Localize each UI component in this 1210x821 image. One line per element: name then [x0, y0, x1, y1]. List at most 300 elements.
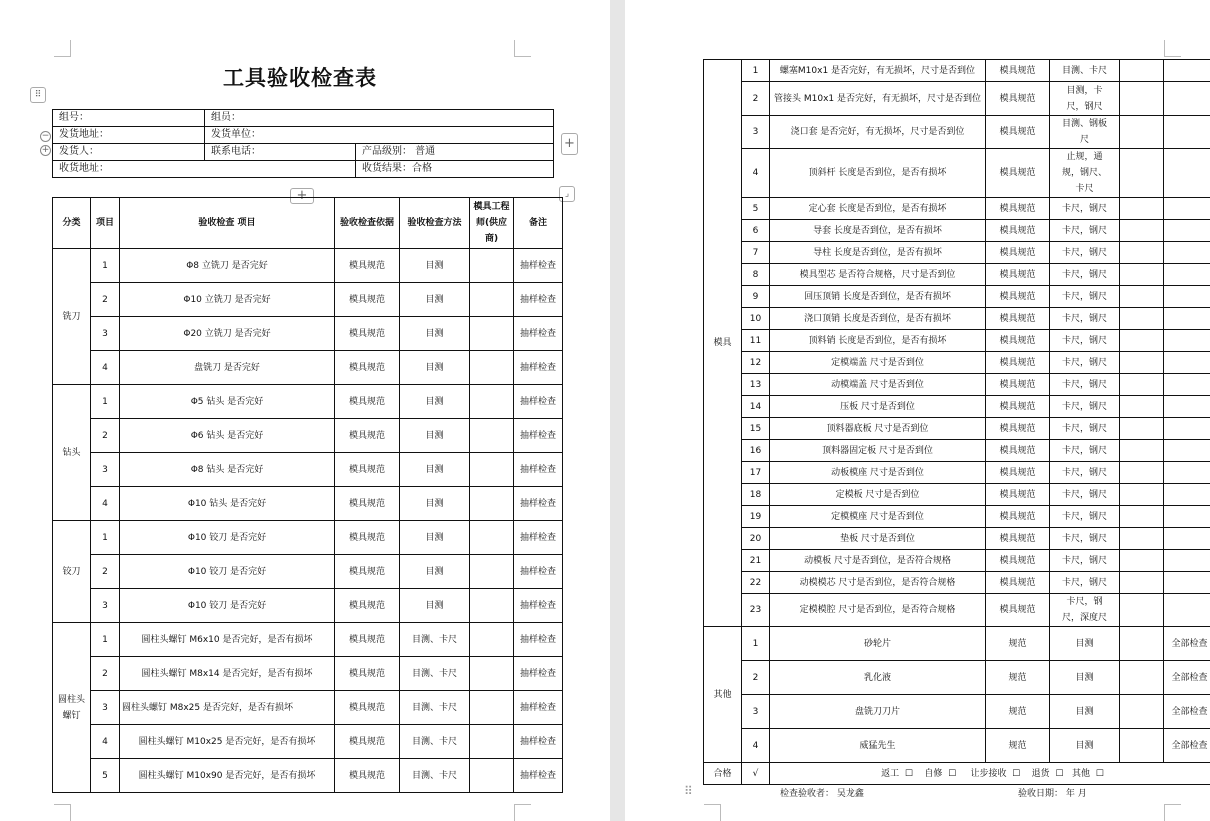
- category-cell[interactable]: 圆柱头螺钉: [53, 623, 91, 793]
- check-method[interactable]: 卡尺，钢尺: [1050, 264, 1120, 286]
- note-cell[interactable]: [1164, 60, 1210, 82]
- check-item[interactable]: 定心套 长度是否到位，是否有损坏: [770, 198, 986, 220]
- engineer-cell[interactable]: [470, 487, 514, 521]
- row-number[interactable]: 1: [742, 60, 770, 82]
- category-cell[interactable]: 模具: [704, 60, 742, 627]
- row-number[interactable]: 18: [742, 484, 770, 506]
- row-number[interactable]: 3: [91, 317, 120, 351]
- check-method[interactable]: 目测、卡尺: [400, 691, 470, 725]
- insert-row-icon[interactable]: +: [41, 145, 50, 155]
- check-method[interactable]: 卡尺，钢尺: [1050, 418, 1120, 440]
- check-basis[interactable]: 模具规范: [986, 220, 1050, 242]
- check-method[interactable]: 卡尺，钢尺: [1050, 352, 1120, 374]
- check-method[interactable]: 目测、卡尺: [400, 657, 470, 691]
- engineer-cell[interactable]: [1120, 484, 1164, 506]
- row-number[interactable]: 2: [742, 661, 770, 695]
- shipper-field[interactable]: 发货人：: [53, 144, 205, 161]
- row-number[interactable]: 5: [91, 759, 120, 793]
- check-item[interactable]: 砂轮片: [770, 627, 986, 661]
- note-cell[interactable]: 抽样检查: [514, 385, 563, 419]
- check-item[interactable]: Φ8 立铣刀 是否完好: [120, 249, 335, 283]
- engineer-cell[interactable]: [470, 385, 514, 419]
- note-cell[interactable]: [1164, 506, 1210, 528]
- check-item[interactable]: 垫板 尺寸是否到位: [770, 528, 986, 550]
- table-row: [704, 242, 1210, 264]
- check-basis[interactable]: 模具规范: [986, 594, 1050, 627]
- check-item[interactable]: 螺塞M10x1 是否完好，有无损坏，尺寸是否到位: [770, 60, 986, 82]
- check-basis[interactable]: 模具规范: [986, 149, 1050, 198]
- note-cell[interactable]: [1164, 308, 1210, 330]
- engineer-cell[interactable]: [1120, 220, 1164, 242]
- row-number[interactable]: 1: [91, 385, 120, 419]
- check-method[interactable]: 卡尺，钢尺: [1050, 528, 1120, 550]
- check-basis[interactable]: 模具规范: [335, 385, 400, 419]
- check-method[interactable]: 目测: [400, 521, 470, 555]
- engineer-cell[interactable]: [470, 283, 514, 317]
- pass-checkmark[interactable]: √: [742, 763, 770, 785]
- check-item[interactable]: 浇口套 是否完好，有无损坏，尺寸是否到位: [770, 116, 986, 149]
- check-item[interactable]: 回压顶销 长度是否到位，是否有损坏: [770, 286, 986, 308]
- add-column-button[interactable]: +: [561, 133, 578, 155]
- check-basis[interactable]: 模具规范: [986, 242, 1050, 264]
- check-method[interactable]: 卡尺，钢尺: [1050, 198, 1120, 220]
- engineer-cell[interactable]: [1120, 286, 1164, 308]
- check-method[interactable]: 卡尺，钢尺: [1050, 396, 1120, 418]
- row-number[interactable]: 2: [91, 419, 120, 453]
- check-item[interactable]: 定模板 尺寸是否到位: [770, 484, 986, 506]
- note-cell[interactable]: 抽样检查: [514, 589, 563, 623]
- check-basis[interactable]: 模具规范: [986, 484, 1050, 506]
- check-method[interactable]: 止规，通规，钢尺、卡尺: [1050, 149, 1120, 198]
- note-cell[interactable]: [1164, 418, 1210, 440]
- note-cell[interactable]: 抽样检查: [514, 487, 563, 521]
- check-basis[interactable]: 模具规范: [335, 555, 400, 589]
- row-number[interactable]: 3: [91, 589, 120, 623]
- check-item[interactable]: 盘铣刀刀片: [770, 695, 986, 729]
- row-number[interactable]: 12: [742, 352, 770, 374]
- check-basis[interactable]: 模具规范: [335, 453, 400, 487]
- note-cell[interactable]: 全部检查: [1164, 627, 1210, 661]
- check-basis[interactable]: 模具规范: [986, 82, 1050, 116]
- engineer-cell[interactable]: [1120, 198, 1164, 220]
- check-item[interactable]: 圆柱头螺钉 M8x14 是否完好，是否有损坏: [120, 657, 335, 691]
- check-method[interactable]: 卡尺，钢尺: [1050, 484, 1120, 506]
- row-number[interactable]: 9: [742, 286, 770, 308]
- check-item[interactable]: 圆柱头螺钉 M10x25 是否完好，是否有损坏: [120, 725, 335, 759]
- check-method[interactable]: 目测: [400, 249, 470, 283]
- check-item[interactable]: 圆柱头螺钉 M10x90 是否完好，是否有损坏: [120, 759, 335, 793]
- table-row: [704, 550, 1210, 572]
- ship-address-field[interactable]: 发货地址：: [53, 127, 205, 144]
- note-cell[interactable]: 抽样检查: [514, 317, 563, 351]
- note-cell[interactable]: 全部检查: [1164, 695, 1210, 729]
- check-item[interactable]: 乳化液: [770, 661, 986, 695]
- row-number[interactable]: 21: [742, 550, 770, 572]
- check-basis[interactable]: 模具规范: [986, 330, 1050, 352]
- engineer-cell[interactable]: [470, 759, 514, 793]
- note-cell[interactable]: [1164, 264, 1210, 286]
- engineer-cell[interactable]: [1120, 242, 1164, 264]
- engineer-cell[interactable]: [1120, 550, 1164, 572]
- note-cell[interactable]: [1164, 352, 1210, 374]
- add-row-button[interactable]: +: [290, 188, 314, 204]
- row-number[interactable]: 14: [742, 396, 770, 418]
- note-cell[interactable]: [1164, 330, 1210, 352]
- note-cell[interactable]: [1164, 242, 1210, 264]
- engineer-cell[interactable]: [470, 249, 514, 283]
- note-cell[interactable]: 抽样检查: [514, 691, 563, 725]
- row-number[interactable]: 11: [742, 330, 770, 352]
- header-category: 分类: [53, 198, 91, 249]
- check-basis[interactable]: 模具规范: [335, 691, 400, 725]
- check-method[interactable]: 目测: [1050, 627, 1120, 661]
- engineer-cell[interactable]: [470, 589, 514, 623]
- check-item[interactable]: 导套 长度是否到位，是否有损坏: [770, 220, 986, 242]
- check-item[interactable]: 浇口顶销 长度是否到位，是否有损坏: [770, 308, 986, 330]
- check-method[interactable]: 卡尺，钢尺，深度尺: [1050, 594, 1120, 627]
- note-cell[interactable]: 抽样检查: [514, 419, 563, 453]
- check-item[interactable]: 动板模座 尺寸是否到位: [770, 462, 986, 484]
- note-cell[interactable]: [1164, 286, 1210, 308]
- check-basis[interactable]: 规范: [986, 729, 1050, 763]
- check-item[interactable]: Φ10 立铣刀 是否完好: [120, 283, 335, 317]
- check-method[interactable]: 卡尺，钢尺: [1050, 462, 1120, 484]
- check-basis[interactable]: 模具规范: [335, 317, 400, 351]
- check-item[interactable]: 管接头 M10x1 是否完好，有无损坏，尺寸是否到位: [770, 82, 986, 116]
- note-cell[interactable]: 全部检查: [1164, 729, 1210, 763]
- header-note: 备注: [514, 198, 563, 249]
- row-number[interactable]: 4: [742, 729, 770, 763]
- check-item[interactable]: Φ20 立铣刀 是否完好: [120, 317, 335, 351]
- note-cell[interactable]: [1164, 572, 1210, 594]
- table-row: [53, 317, 563, 351]
- check-method[interactable]: 目测: [400, 555, 470, 589]
- category-cell[interactable]: 钻头: [53, 385, 91, 521]
- row-number[interactable]: 2: [742, 82, 770, 116]
- engineer-cell[interactable]: [1120, 418, 1164, 440]
- table-row: [53, 385, 563, 419]
- note-cell[interactable]: [1164, 198, 1210, 220]
- row-number[interactable]: 2: [91, 657, 120, 691]
- engineer-cell[interactable]: [1120, 396, 1164, 418]
- row-number[interactable]: 6: [742, 220, 770, 242]
- engineer-cell[interactable]: [1120, 572, 1164, 594]
- note-cell[interactable]: [1164, 396, 1210, 418]
- table-row: [704, 506, 1210, 528]
- check-basis[interactable]: 模具规范: [986, 60, 1050, 82]
- note-cell[interactable]: [1164, 484, 1210, 506]
- category-cell[interactable]: 其他: [704, 627, 742, 763]
- note-cell[interactable]: [1164, 220, 1210, 242]
- grade-field[interactable]: 产品级别： 普通: [356, 144, 554, 161]
- row-number[interactable]: 23: [742, 594, 770, 627]
- engineer-cell[interactable]: [1120, 330, 1164, 352]
- check-method[interactable]: 目测: [400, 385, 470, 419]
- check-item[interactable]: 定模端盖 尺寸是否到位: [770, 352, 986, 374]
- check-item[interactable]: 威猛先生: [770, 729, 986, 763]
- row-number[interactable]: 5: [742, 198, 770, 220]
- row-number[interactable]: 3: [742, 695, 770, 729]
- check-item[interactable]: 顶斜杆 长度是否到位，是否有损坏: [770, 149, 986, 198]
- engineer-cell[interactable]: [1120, 116, 1164, 149]
- check-method[interactable]: 卡尺，钢尺: [1050, 308, 1120, 330]
- header-engineer: 模具工程师(供应商): [470, 198, 514, 249]
- engineer-cell[interactable]: [470, 555, 514, 589]
- note-cell[interactable]: [1164, 82, 1210, 116]
- check-method[interactable]: 目测、卡尺: [400, 725, 470, 759]
- engineer-cell[interactable]: [470, 317, 514, 351]
- check-item[interactable]: 定模模座 尺寸是否到位: [770, 506, 986, 528]
- receive-address-field[interactable]: 收货地址：: [53, 161, 356, 178]
- check-basis[interactable]: 模具规范: [986, 440, 1050, 462]
- check-basis[interactable]: 模具规范: [986, 308, 1050, 330]
- check-item[interactable]: 顶料销 长度是否到位，是否有损坏: [770, 330, 986, 352]
- check-item[interactable]: 模具型芯 是否符合规格，尺寸是否到位: [770, 264, 986, 286]
- check-basis[interactable]: 模具规范: [335, 351, 400, 385]
- check-basis[interactable]: 模具规范: [335, 725, 400, 759]
- members-field[interactable]: 组员：: [205, 110, 554, 127]
- check-basis[interactable]: 模具规范: [335, 521, 400, 555]
- row-number[interactable]: 3: [742, 116, 770, 149]
- check-method[interactable]: 目测: [1050, 729, 1120, 763]
- check-basis[interactable]: 模具规范: [986, 374, 1050, 396]
- check-item[interactable]: 导柱 长度是否到位，是否有损坏: [770, 242, 986, 264]
- row-number[interactable]: 2: [91, 555, 120, 589]
- check-item[interactable]: Φ10 铰刀 是否完好: [120, 589, 335, 623]
- check-basis[interactable]: 模具规范: [335, 283, 400, 317]
- table-row: [704, 484, 1210, 506]
- check-method[interactable]: 目测，卡尺，钢尺: [1050, 82, 1120, 116]
- engineer-cell[interactable]: [470, 521, 514, 555]
- note-cell[interactable]: 抽样检查: [514, 521, 563, 555]
- note-cell[interactable]: 抽样检查: [514, 555, 563, 589]
- engineer-cell[interactable]: [1120, 82, 1164, 116]
- check-basis[interactable]: 模具规范: [986, 572, 1050, 594]
- row-number[interactable]: 7: [742, 242, 770, 264]
- note-cell[interactable]: 抽样检查: [514, 453, 563, 487]
- check-basis[interactable]: 模具规范: [986, 352, 1050, 374]
- note-cell[interactable]: [1164, 374, 1210, 396]
- note-cell[interactable]: [1164, 528, 1210, 550]
- check-basis[interactable]: 规范: [986, 627, 1050, 661]
- engineer-cell[interactable]: [1120, 462, 1164, 484]
- check-item[interactable]: 动模板 尺寸是否到位，是否符合规格: [770, 550, 986, 572]
- check-method[interactable]: 目测、钢板尺: [1050, 116, 1120, 149]
- row-number[interactable]: 13: [742, 374, 770, 396]
- engineer-cell[interactable]: [1120, 60, 1164, 82]
- check-item[interactable]: 顶料器固定板 尺寸是否到位: [770, 440, 986, 462]
- remove-row-icon[interactable]: −: [41, 131, 50, 141]
- note-cell[interactable]: [1164, 440, 1210, 462]
- note-cell[interactable]: 抽样检查: [514, 759, 563, 793]
- engineer-cell[interactable]: [1120, 308, 1164, 330]
- engineer-cell[interactable]: [1120, 695, 1164, 729]
- note-cell[interactable]: [1164, 594, 1210, 627]
- result-options-checkboxes[interactable]: 返工 ☐ 自修 ☐ 让步接收 ☐ 退货 ☐ 其他 ☐: [770, 763, 1210, 785]
- check-method[interactable]: 目测、卡尺: [1050, 60, 1120, 82]
- note-cell[interactable]: 抽样检查: [514, 249, 563, 283]
- table-row: [704, 374, 1210, 396]
- note-cell[interactable]: 抽样检查: [514, 725, 563, 759]
- row-number[interactable]: 8: [742, 264, 770, 286]
- check-method[interactable]: 卡尺，钢尺: [1050, 220, 1120, 242]
- table-resize-handle[interactable]: ⌟: [559, 186, 575, 202]
- note-cell[interactable]: [1164, 149, 1210, 198]
- check-method[interactable]: 卡尺，钢尺: [1050, 286, 1120, 308]
- note-cell[interactable]: [1164, 116, 1210, 149]
- check-item[interactable]: 顶料器底板 尺寸是否到位: [770, 418, 986, 440]
- check-basis[interactable]: 模具规范: [986, 396, 1050, 418]
- check-item[interactable]: Φ10 铰刀 是否完好: [120, 555, 335, 589]
- check-basis[interactable]: 模具规范: [335, 759, 400, 793]
- row-number[interactable]: 1: [91, 521, 120, 555]
- margin-corner: [1164, 40, 1181, 57]
- row-number[interactable]: 10: [742, 308, 770, 330]
- check-method[interactable]: 卡尺，钢尺: [1050, 374, 1120, 396]
- row-number[interactable]: 19: [742, 506, 770, 528]
- check-item[interactable]: Φ8 钻头 是否完好: [120, 453, 335, 487]
- table-row: [53, 521, 563, 555]
- row-number[interactable]: 1: [742, 627, 770, 661]
- check-basis[interactable]: 模具规范: [986, 264, 1050, 286]
- engineer-cell[interactable]: [470, 453, 514, 487]
- check-item[interactable]: 定模模腔 尺寸是否到位，是否符合规格: [770, 594, 986, 627]
- check-method[interactable]: 目测: [400, 283, 470, 317]
- check-method[interactable]: 卡尺，钢尺: [1050, 572, 1120, 594]
- check-basis[interactable]: 模具规范: [986, 550, 1050, 572]
- check-basis[interactable]: 模具规范: [335, 657, 400, 691]
- check-basis[interactable]: 模具规范: [335, 419, 400, 453]
- check-basis[interactable]: 模具规范: [986, 506, 1050, 528]
- row-number[interactable]: 4: [91, 351, 120, 385]
- check-method[interactable]: 卡尺，钢尺: [1050, 242, 1120, 264]
- check-method[interactable]: 目测: [400, 419, 470, 453]
- margin-corner: [514, 804, 531, 821]
- check-method[interactable]: 卡尺，钢尺: [1050, 330, 1120, 352]
- engineer-cell[interactable]: [470, 419, 514, 453]
- engineer-cell[interactable]: [1120, 264, 1164, 286]
- note-cell[interactable]: 抽样检查: [514, 283, 563, 317]
- check-item[interactable]: 压板 尺寸是否到位: [770, 396, 986, 418]
- check-method[interactable]: 卡尺，钢尺: [1050, 440, 1120, 462]
- table-row: [53, 759, 563, 793]
- engineer-cell[interactable]: [1120, 506, 1164, 528]
- engineer-cell[interactable]: [1120, 661, 1164, 695]
- engineer-cell[interactable]: [1120, 352, 1164, 374]
- category-cell[interactable]: 铣刀: [53, 249, 91, 385]
- check-method[interactable]: 目测: [400, 589, 470, 623]
- row-number[interactable]: 20: [742, 528, 770, 550]
- engineer-cell[interactable]: [1120, 528, 1164, 550]
- table-move-handle[interactable]: ⠿: [30, 87, 46, 103]
- check-basis[interactable]: 模具规范: [986, 198, 1050, 220]
- engineer-cell[interactable]: [470, 725, 514, 759]
- check-method[interactable]: 目测: [400, 453, 470, 487]
- phone-field[interactable]: 联系电话：: [205, 144, 356, 161]
- result-field[interactable]: 收货结果：合格: [356, 161, 554, 178]
- engineer-cell[interactable]: [1120, 374, 1164, 396]
- drag-handle-icon[interactable]: ⠿: [684, 784, 693, 798]
- note-cell[interactable]: 抽样检查: [514, 657, 563, 691]
- check-method[interactable]: 目测: [400, 487, 470, 521]
- engineer-cell[interactable]: [470, 657, 514, 691]
- engineer-cell[interactable]: [1120, 594, 1164, 627]
- check-basis[interactable]: 模具规范: [335, 589, 400, 623]
- note-cell[interactable]: [1164, 462, 1210, 484]
- row-number[interactable]: 3: [91, 691, 120, 725]
- check-basis[interactable]: 模具规范: [986, 462, 1050, 484]
- row-number[interactable]: 1: [91, 623, 120, 657]
- check-basis[interactable]: 规范: [986, 695, 1050, 729]
- note-cell[interactable]: 抽样检查: [514, 351, 563, 385]
- row-number[interactable]: 1: [91, 249, 120, 283]
- check-basis[interactable]: 模具规范: [986, 528, 1050, 550]
- check-item[interactable]: 盘铣刀 是否完好: [120, 351, 335, 385]
- check-basis[interactable]: 规范: [986, 661, 1050, 695]
- margin-corner: [54, 40, 71, 57]
- check-basis[interactable]: 模具规范: [335, 249, 400, 283]
- note-cell[interactable]: 抽样检查: [514, 623, 563, 657]
- row-number[interactable]: 15: [742, 418, 770, 440]
- check-method[interactable]: 目测、卡尺: [400, 759, 470, 793]
- row-number[interactable]: 4: [91, 725, 120, 759]
- row-number[interactable]: 22: [742, 572, 770, 594]
- check-item[interactable]: 动模端盖 尺寸是否到位: [770, 374, 986, 396]
- check-item[interactable]: 圆柱头螺钉 M8x25 是否完好，是否有损坏: [120, 691, 335, 725]
- check-basis[interactable]: 模具规范: [335, 623, 400, 657]
- check-method[interactable]: 目测: [1050, 661, 1120, 695]
- engineer-cell[interactable]: [470, 623, 514, 657]
- check-method[interactable]: 卡尺，钢尺: [1050, 506, 1120, 528]
- engineer-cell[interactable]: [470, 691, 514, 725]
- category-cell[interactable]: 铰刀: [53, 521, 91, 623]
- check-method[interactable]: 目测: [1050, 695, 1120, 729]
- table-row: [704, 462, 1210, 484]
- check-item[interactable]: Φ5 钻头 是否完好: [120, 385, 335, 419]
- table-row: [53, 487, 563, 521]
- check-item[interactable]: Φ10 铰刀 是否完好: [120, 521, 335, 555]
- engineer-cell[interactable]: [1120, 729, 1164, 763]
- check-item[interactable]: Φ10 钻头 是否完好: [120, 487, 335, 521]
- engineer-cell[interactable]: [470, 351, 514, 385]
- row-number[interactable]: 4: [91, 487, 120, 521]
- check-item[interactable]: Φ6 钻头 是否完好: [120, 419, 335, 453]
- check-basis[interactable]: 模具规范: [335, 487, 400, 521]
- note-cell[interactable]: [1164, 550, 1210, 572]
- check-basis[interactable]: 模具规范: [986, 286, 1050, 308]
- check-basis[interactable]: 模具规范: [986, 116, 1050, 149]
- engineer-cell[interactable]: [1120, 627, 1164, 661]
- check-basis[interactable]: 模具规范: [986, 418, 1050, 440]
- check-method[interactable]: 目测: [400, 351, 470, 385]
- check-item[interactable]: 圆柱头螺钉 M6x10 是否完好，是否有损坏: [120, 623, 335, 657]
- check-item[interactable]: 动模模芯 尺寸是否到位，是否符合规格: [770, 572, 986, 594]
- engineer-cell[interactable]: [1120, 440, 1164, 462]
- row-number[interactable]: 17: [742, 462, 770, 484]
- note-cell[interactable]: 全部检查: [1164, 661, 1210, 695]
- row-number[interactable]: 16: [742, 440, 770, 462]
- ship-unit-field[interactable]: 发货单位：: [205, 127, 554, 144]
- row-number[interactable]: 4: [742, 149, 770, 198]
- check-method[interactable]: 目测、卡尺: [400, 623, 470, 657]
- pass-label[interactable]: 合格: [704, 763, 742, 785]
- row-number[interactable]: 3: [91, 453, 120, 487]
- check-method[interactable]: 卡尺，钢尺: [1050, 550, 1120, 572]
- row-number[interactable]: 2: [91, 283, 120, 317]
- engineer-cell[interactable]: [1120, 149, 1164, 198]
- group-no-field[interactable]: 组号：: [53, 110, 205, 127]
- check-method[interactable]: 目测: [400, 317, 470, 351]
